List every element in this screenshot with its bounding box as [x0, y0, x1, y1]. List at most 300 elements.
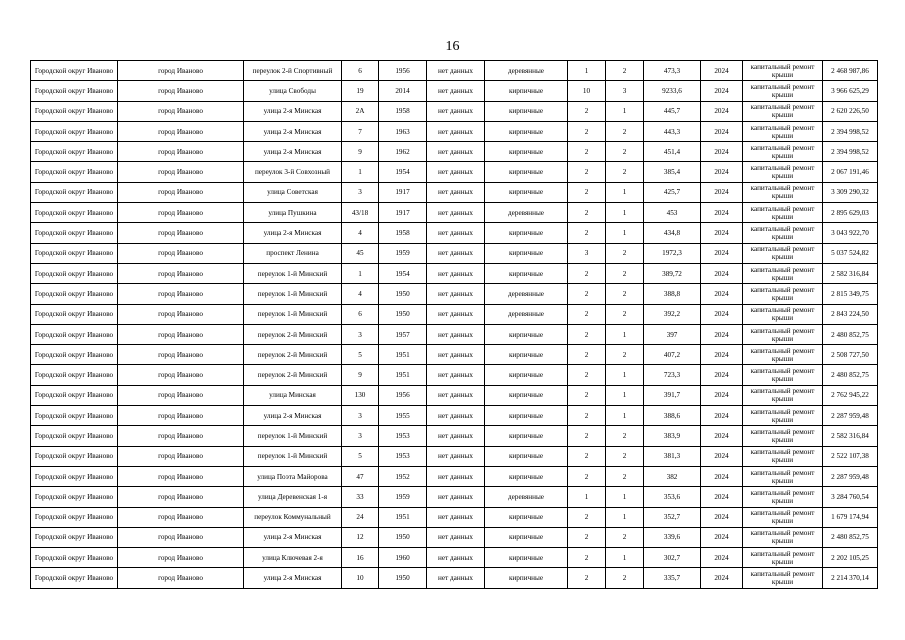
entrances-cell: 2	[606, 284, 644, 304]
table-row	[31, 223, 878, 243]
cost-cell: 2 762 945,22	[823, 385, 878, 405]
street-cell: переулок 2-й Минский	[244, 324, 342, 344]
wall-material-cell: кирпичные	[485, 406, 568, 426]
floors-cell: 2	[568, 121, 606, 141]
plan-year-cell: 2024	[701, 182, 743, 202]
municipality-cell: Городской округ Иваново	[31, 142, 118, 162]
municipality-cell: Городской округ Иваново	[31, 304, 118, 324]
floors-cell: 2	[568, 324, 606, 344]
house-number-cell: 2А	[342, 101, 379, 121]
entrances-cell: 2	[606, 446, 644, 466]
year-built-cell: 1953	[379, 446, 427, 466]
area-cell: 443,3	[644, 121, 701, 141]
area-cell: 388,8	[644, 284, 701, 304]
wall-material-cell: кирпичные	[485, 365, 568, 385]
house-number-cell: 5	[342, 446, 379, 466]
year-built-cell: 1953	[379, 426, 427, 446]
plan-year-cell: 2024	[701, 223, 743, 243]
year-built-cell: 1956	[379, 61, 427, 81]
house-number-cell: 45	[342, 243, 379, 263]
work-type-cell: капитальный ремонт крыши	[743, 81, 823, 101]
settlement-cell: город Иваново	[118, 101, 244, 121]
table-row	[31, 568, 878, 588]
table-row	[31, 365, 878, 385]
area-cell: 385,4	[644, 162, 701, 182]
info-cell: нет данных	[427, 304, 485, 324]
info-cell: нет данных	[427, 243, 485, 263]
entrances-cell: 1	[606, 406, 644, 426]
work-type-cell: капитальный ремонт крыши	[743, 507, 823, 527]
wall-material-cell: кирпичные	[485, 182, 568, 202]
cost-cell: 2 508 727,50	[823, 345, 878, 365]
floors-cell: 2	[568, 101, 606, 121]
municipality-cell: Городской округ Иваново	[31, 345, 118, 365]
table-row	[31, 162, 878, 182]
area-cell: 425,7	[644, 182, 701, 202]
year-built-cell: 1917	[379, 182, 427, 202]
entrances-cell: 2	[606, 426, 644, 446]
table-row	[31, 263, 878, 283]
floors-cell: 2	[568, 203, 606, 223]
year-built-cell: 1958	[379, 223, 427, 243]
floors-cell: 2	[568, 142, 606, 162]
info-cell: нет данных	[427, 365, 485, 385]
municipality-cell: Городской округ Иваново	[31, 487, 118, 507]
street-cell: улица 2-я Минская	[244, 101, 342, 121]
municipality-cell: Городской округ Иваново	[31, 162, 118, 182]
cost-cell: 2 480 852,75	[823, 324, 878, 344]
info-cell: нет данных	[427, 548, 485, 568]
cost-cell: 3 966 625,29	[823, 81, 878, 101]
entrances-cell: 2	[606, 568, 644, 588]
house-number-cell: 6	[342, 61, 379, 81]
municipality-cell: Городской округ Иваново	[31, 81, 118, 101]
house-number-cell: 24	[342, 507, 379, 527]
wall-material-cell: кирпичные	[485, 162, 568, 182]
info-cell: нет данных	[427, 568, 485, 588]
street-cell: проспект Ленина	[244, 243, 342, 263]
settlement-cell: город Иваново	[118, 284, 244, 304]
house-number-cell: 12	[342, 527, 379, 547]
entrances-cell: 1	[606, 101, 644, 121]
entrances-cell: 2	[606, 243, 644, 263]
plan-year-cell: 2024	[701, 284, 743, 304]
entrances-cell: 2	[606, 121, 644, 141]
year-built-cell: 1959	[379, 487, 427, 507]
work-type-cell: капитальный ремонт крыши	[743, 61, 823, 81]
area-cell: 451,4	[644, 142, 701, 162]
floors-cell: 2	[568, 162, 606, 182]
wall-material-cell: кирпичные	[485, 81, 568, 101]
area-cell: 388,6	[644, 406, 701, 426]
area-cell: 382	[644, 466, 701, 486]
municipality-cell: Городской округ Иваново	[31, 203, 118, 223]
plan-year-cell: 2024	[701, 324, 743, 344]
cost-cell: 2 815 349,75	[823, 284, 878, 304]
plan-year-cell: 2024	[701, 203, 743, 223]
entrances-cell: 1	[606, 182, 644, 202]
work-type-cell: капитальный ремонт крыши	[743, 365, 823, 385]
year-built-cell: 1952	[379, 466, 427, 486]
work-type-cell: капитальный ремонт крыши	[743, 324, 823, 344]
info-cell: нет данных	[427, 162, 485, 182]
table-row	[31, 507, 878, 527]
cost-cell: 2 480 852,75	[823, 527, 878, 547]
street-cell: улица Деревенская 1-я	[244, 487, 342, 507]
entrances-cell: 2	[606, 162, 644, 182]
area-cell: 1972,3	[644, 243, 701, 263]
municipality-cell: Городской округ Иваново	[31, 365, 118, 385]
street-cell: переулок 2-й Минский	[244, 345, 342, 365]
plan-year-cell: 2024	[701, 527, 743, 547]
floors-cell: 2	[568, 345, 606, 365]
cost-cell: 2 468 987,86	[823, 61, 878, 81]
entrances-cell: 1	[606, 203, 644, 223]
plan-year-cell: 2024	[701, 365, 743, 385]
info-cell: нет данных	[427, 142, 485, 162]
wall-material-cell: кирпичные	[485, 121, 568, 141]
plan-year-cell: 2024	[701, 142, 743, 162]
municipality-cell: Городской округ Иваново	[31, 243, 118, 263]
house-number-cell: 1	[342, 263, 379, 283]
cost-cell: 2 394 998,52	[823, 142, 878, 162]
area-cell: 9233,6	[644, 81, 701, 101]
area-cell: 397	[644, 324, 701, 344]
area-cell: 453	[644, 203, 701, 223]
floors-cell: 2	[568, 466, 606, 486]
year-built-cell: 1958	[379, 101, 427, 121]
house-number-cell: 4	[342, 223, 379, 243]
entrances-cell: 1	[606, 507, 644, 527]
area-cell: 473,3	[644, 61, 701, 81]
street-cell: переулок 1-й Минский	[244, 304, 342, 324]
settlement-cell: город Иваново	[118, 527, 244, 547]
house-number-cell: 47	[342, 466, 379, 486]
table-row	[31, 446, 878, 466]
cost-cell: 2 582 316,84	[823, 426, 878, 446]
info-cell: нет данных	[427, 61, 485, 81]
plan-year-cell: 2024	[701, 304, 743, 324]
house-number-cell: 5	[342, 345, 379, 365]
year-built-cell: 1951	[379, 345, 427, 365]
table-row	[31, 243, 878, 263]
street-cell: переулок 3-й Совхозный	[244, 162, 342, 182]
settlement-cell: город Иваново	[118, 568, 244, 588]
wall-material-cell: кирпичные	[485, 324, 568, 344]
year-built-cell: 1962	[379, 142, 427, 162]
info-cell: нет данных	[427, 466, 485, 486]
entrances-cell: 1	[606, 365, 644, 385]
table-row	[31, 121, 878, 141]
plan-year-cell: 2024	[701, 466, 743, 486]
municipality-cell: Городской округ Иваново	[31, 182, 118, 202]
settlement-cell: город Иваново	[118, 426, 244, 446]
work-type-cell: капитальный ремонт крыши	[743, 406, 823, 426]
street-cell: переулок 1-й Минский	[244, 426, 342, 446]
plan-year-cell: 2024	[701, 426, 743, 446]
entrances-cell: 2	[606, 345, 644, 365]
wall-material-cell: кирпичные	[485, 385, 568, 405]
work-type-cell: капитальный ремонт крыши	[743, 466, 823, 486]
year-built-cell: 1950	[379, 568, 427, 588]
table-row	[31, 548, 878, 568]
street-cell: улица Пушкина	[244, 203, 342, 223]
year-built-cell: 1950	[379, 527, 427, 547]
floors-cell: 2	[568, 527, 606, 547]
wall-material-cell: кирпичные	[485, 568, 568, 588]
year-built-cell: 1950	[379, 304, 427, 324]
page-number: 16	[445, 39, 460, 54]
street-cell: улица Советская	[244, 182, 342, 202]
street-cell: переулок 1-й Минский	[244, 446, 342, 466]
settlement-cell: город Иваново	[118, 446, 244, 466]
entrances-cell: 2	[606, 263, 644, 283]
work-type-cell: капитальный ремонт крыши	[743, 487, 823, 507]
plan-year-cell: 2024	[701, 61, 743, 81]
year-built-cell: 1950	[379, 284, 427, 304]
street-cell: переулок 2-й Спортивный	[244, 61, 342, 81]
wall-material-cell: деревянные	[485, 304, 568, 324]
table-row	[31, 142, 878, 162]
plan-year-cell: 2024	[701, 243, 743, 263]
cost-cell: 3 284 760,54	[823, 487, 878, 507]
wall-material-cell: деревянные	[485, 203, 568, 223]
info-cell: нет данных	[427, 81, 485, 101]
cost-cell: 2 895 629,03	[823, 203, 878, 223]
info-cell: нет данных	[427, 284, 485, 304]
settlement-cell: город Иваново	[118, 243, 244, 263]
table-row	[31, 284, 878, 304]
plan-year-cell: 2024	[701, 263, 743, 283]
settlement-cell: город Иваново	[118, 223, 244, 243]
table-row	[31, 527, 878, 547]
municipality-cell: Городской округ Иваново	[31, 385, 118, 405]
table-row	[31, 304, 878, 324]
municipality-cell: Городской округ Иваново	[31, 263, 118, 283]
municipality-cell: Городской округ Иваново	[31, 223, 118, 243]
plan-year-cell: 2024	[701, 345, 743, 365]
street-cell: улица Свободы	[244, 81, 342, 101]
work-type-cell: капитальный ремонт крыши	[743, 243, 823, 263]
work-type-cell: капитальный ремонт крыши	[743, 568, 823, 588]
year-built-cell: 1960	[379, 548, 427, 568]
area-cell: 391,7	[644, 385, 701, 405]
year-built-cell: 1959	[379, 243, 427, 263]
settlement-cell: город Иваново	[118, 304, 244, 324]
municipality-cell: Городской округ Иваново	[31, 446, 118, 466]
floors-cell: 2	[568, 365, 606, 385]
work-type-cell: капитальный ремонт крыши	[743, 101, 823, 121]
municipality-cell: Городской округ Иваново	[31, 101, 118, 121]
work-type-cell: капитальный ремонт крыши	[743, 284, 823, 304]
area-cell: 383,9	[644, 426, 701, 446]
floors-cell: 2	[568, 304, 606, 324]
house-number-cell: 7	[342, 121, 379, 141]
street-cell: улица Ключевая 2-я	[244, 548, 342, 568]
area-cell: 723,3	[644, 365, 701, 385]
wall-material-cell: кирпичные	[485, 466, 568, 486]
table-row	[31, 182, 878, 202]
table-row	[31, 203, 878, 223]
work-type-cell: капитальный ремонт крыши	[743, 223, 823, 243]
area-cell: 352,7	[644, 507, 701, 527]
entrances-cell: 2	[606, 61, 644, 81]
plan-year-cell: 2024	[701, 81, 743, 101]
table-row	[31, 385, 878, 405]
house-number-cell: 3	[342, 324, 379, 344]
settlement-cell: город Иваново	[118, 121, 244, 141]
area-cell: 302,7	[644, 548, 701, 568]
floors-cell: 2	[568, 507, 606, 527]
plan-year-cell: 2024	[701, 121, 743, 141]
table-row	[31, 487, 878, 507]
cost-cell: 2 394 998,52	[823, 121, 878, 141]
settlement-cell: город Иваново	[118, 324, 244, 344]
municipality-cell: Городской округ Иваново	[31, 324, 118, 344]
plan-year-cell: 2024	[701, 385, 743, 405]
floors-cell: 2	[568, 568, 606, 588]
work-type-cell: капитальный ремонт крыши	[743, 121, 823, 141]
entrances-cell: 3	[606, 81, 644, 101]
settlement-cell: город Иваново	[118, 203, 244, 223]
plan-year-cell: 2024	[701, 507, 743, 527]
wall-material-cell: кирпичные	[485, 101, 568, 121]
info-cell: нет данных	[427, 203, 485, 223]
house-number-cell: 43/18	[342, 203, 379, 223]
area-cell: 434,8	[644, 223, 701, 243]
municipality-cell: Городской округ Иваново	[31, 527, 118, 547]
year-built-cell: 1917	[379, 203, 427, 223]
street-cell: улица 2-я Минская	[244, 223, 342, 243]
work-type-cell: капитальный ремонт крыши	[743, 426, 823, 446]
street-cell: переулок Коммунальный	[244, 507, 342, 527]
wall-material-cell: кирпичные	[485, 243, 568, 263]
plan-year-cell: 2024	[701, 568, 743, 588]
municipality-cell: Городской округ Иваново	[31, 284, 118, 304]
wall-material-cell: кирпичные	[485, 345, 568, 365]
municipality-cell: Городской округ Иваново	[31, 121, 118, 141]
cost-cell: 2 522 107,38	[823, 446, 878, 466]
house-number-cell: 16	[342, 548, 379, 568]
house-number-cell: 3	[342, 426, 379, 446]
info-cell: нет данных	[427, 223, 485, 243]
work-type-cell: капитальный ремонт крыши	[743, 385, 823, 405]
street-cell: улица 2-я Минская	[244, 527, 342, 547]
municipality-cell: Городской округ Иваново	[31, 426, 118, 446]
area-cell: 353,6	[644, 487, 701, 507]
street-cell: улица 2-я Минская	[244, 568, 342, 588]
wall-material-cell: кирпичные	[485, 142, 568, 162]
year-built-cell: 1957	[379, 324, 427, 344]
info-cell: нет данных	[427, 101, 485, 121]
floors-cell: 3	[568, 243, 606, 263]
info-cell: нет данных	[427, 527, 485, 547]
wall-material-cell: кирпичные	[485, 426, 568, 446]
street-cell: переулок 1-й Минский	[244, 284, 342, 304]
area-cell: 381,3	[644, 446, 701, 466]
house-number-cell: 3	[342, 406, 379, 426]
street-cell: улица Поэта Майорова	[244, 466, 342, 486]
cost-cell: 3 309 290,32	[823, 182, 878, 202]
wall-material-cell: кирпичные	[485, 548, 568, 568]
house-number-cell: 33	[342, 487, 379, 507]
plan-year-cell: 2024	[701, 548, 743, 568]
year-built-cell: 1951	[379, 365, 427, 385]
year-built-cell: 1956	[379, 385, 427, 405]
house-number-cell: 130	[342, 385, 379, 405]
table-row	[31, 466, 878, 486]
cost-cell: 2 287 959,48	[823, 406, 878, 426]
table-row	[31, 426, 878, 446]
cost-cell: 2 287 959,48	[823, 466, 878, 486]
wall-material-cell: кирпичные	[485, 446, 568, 466]
entrances-cell: 1	[606, 385, 644, 405]
house-number-cell: 9	[342, 365, 379, 385]
plan-year-cell: 2024	[701, 487, 743, 507]
house-number-cell: 19	[342, 81, 379, 101]
floors-cell: 2	[568, 223, 606, 243]
year-built-cell: 1951	[379, 507, 427, 527]
street-cell: улица 2-я Минская	[244, 121, 342, 141]
cost-cell: 5 037 524,82	[823, 243, 878, 263]
street-cell: улица 2-я Минская	[244, 142, 342, 162]
work-type-cell: капитальный ремонт крыши	[743, 203, 823, 223]
floors-cell: 2	[568, 182, 606, 202]
municipality-cell: Городской округ Иваново	[31, 568, 118, 588]
settlement-cell: город Иваново	[118, 365, 244, 385]
floors-cell: 2	[568, 548, 606, 568]
house-number-cell: 3	[342, 182, 379, 202]
table-row	[31, 345, 878, 365]
plan-year-cell: 2024	[701, 446, 743, 466]
entrances-cell: 1	[606, 223, 644, 243]
settlement-cell: город Иваново	[118, 487, 244, 507]
entrances-cell: 2	[606, 466, 644, 486]
entrances-cell: 2	[606, 304, 644, 324]
work-type-cell: капитальный ремонт крыши	[743, 345, 823, 365]
area-cell: 392,2	[644, 304, 701, 324]
cost-cell: 1 679 174,94	[823, 507, 878, 527]
cost-cell: 2 067 191,46	[823, 162, 878, 182]
info-cell: нет данных	[427, 263, 485, 283]
table-row	[31, 101, 878, 121]
cost-cell: 2 480 852,75	[823, 365, 878, 385]
settlement-cell: город Иваново	[118, 406, 244, 426]
floors-cell: 10	[568, 81, 606, 101]
municipality-cell: Городской округ Иваново	[31, 507, 118, 527]
wall-material-cell: деревянные	[485, 487, 568, 507]
street-cell: переулок 1-й Минский	[244, 263, 342, 283]
cost-cell: 2 202 105,25	[823, 548, 878, 568]
work-type-cell: капитальный ремонт крыши	[743, 548, 823, 568]
settlement-cell: город Иваново	[118, 162, 244, 182]
street-cell: улица 2-я Минская	[244, 406, 342, 426]
floors-cell: 2	[568, 263, 606, 283]
work-type-cell: капитальный ремонт крыши	[743, 142, 823, 162]
floors-cell: 2	[568, 284, 606, 304]
entrances-cell: 1	[606, 487, 644, 507]
wall-material-cell: деревянные	[485, 284, 568, 304]
settlement-cell: город Иваново	[118, 81, 244, 101]
info-cell: нет данных	[427, 487, 485, 507]
table-row	[31, 61, 878, 81]
entrances-cell: 1	[606, 548, 644, 568]
house-number-cell: 9	[342, 142, 379, 162]
year-built-cell: 1954	[379, 162, 427, 182]
settlement-cell: город Иваново	[118, 385, 244, 405]
cost-cell: 3 043 922,70	[823, 223, 878, 243]
year-built-cell: 1963	[379, 121, 427, 141]
